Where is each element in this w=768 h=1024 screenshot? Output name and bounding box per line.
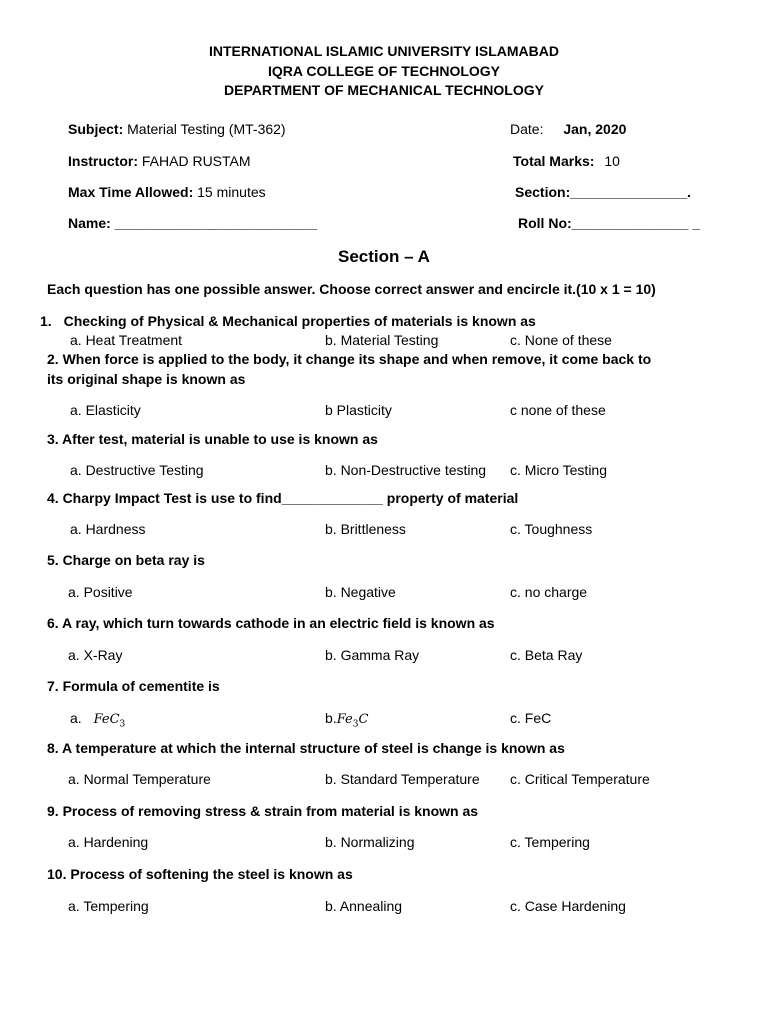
- formula-base: Fe: [336, 712, 353, 727]
- formula-fe3c: [336, 712, 369, 730]
- section-title: Section – A: [338, 247, 430, 266]
- q8-option-c[interactable]: c. Critical Temperature: [510, 771, 650, 787]
- q8-option-b[interactable]: b. Standard Temperature: [325, 771, 480, 787]
- max-time-label: Max Time Allowed:: [68, 184, 194, 200]
- question-8: 8. A temperature at which the internal structure of steel is change is known as: [47, 740, 565, 756]
- subject-label: Subject:: [68, 121, 124, 137]
- question-5: 5. Charge on beta ray is: [47, 552, 205, 568]
- date-row: [510, 121, 626, 137]
- question-6: 6. A ray, which turn towards cathode in an electric field is known as: [47, 615, 495, 631]
- question-1: [40, 313, 536, 329]
- option-letter: a.: [70, 710, 82, 726]
- question-9: 9. Process of removing stress & strain from material is known as: [47, 803, 479, 819]
- q3-option-c[interactable]: c. Micro Testing: [510, 462, 607, 478]
- option-letter: b.: [325, 710, 337, 726]
- q10-option-c[interactable]: c. Case Hardening: [510, 898, 626, 914]
- q9-option-c[interactable]: c. Tempering: [510, 834, 590, 850]
- q3-option-a[interactable]: a. Destructive Testing: [70, 462, 204, 478]
- question-2-line-2: its original shape is known as: [47, 371, 246, 387]
- name-field[interactable]: Name: __________________________: [68, 215, 318, 231]
- q9-option-b[interactable]: b. Normalizing: [325, 834, 415, 850]
- q6-option-b[interactable]: b. Gamma Ray: [325, 647, 420, 663]
- q7-option-b[interactable]: [325, 710, 368, 730]
- q4-option-a[interactable]: a. Hardness: [70, 521, 146, 537]
- question-10: 10. Process of softening the steel is known as: [47, 866, 353, 882]
- formula-subscript: 3: [352, 719, 359, 730]
- formula-base: FeC: [93, 712, 120, 727]
- question-2-line-1: 2. When force is applied to the body, it change its shape and when remove, it come back to: [47, 351, 652, 367]
- question-text: Checking of Physical & Mechanical properties of materials is known as: [63, 313, 536, 329]
- college-name: IQRA COLLEGE OF TECHNOLOGY: [267, 63, 501, 79]
- instructor-row: [68, 153, 251, 169]
- q8-option-a[interactable]: a. Normal Temperature: [68, 771, 211, 787]
- q4-option-b[interactable]: b. Brittleness: [325, 521, 406, 537]
- total-marks-row: [513, 153, 620, 169]
- subject-value: Material Testing (MT-362): [127, 121, 286, 137]
- q5-option-b[interactable]: b. Negative: [325, 584, 396, 600]
- roll-no-field[interactable]: Roll No:_______________ _: [518, 215, 701, 231]
- max-time-row: [68, 184, 266, 200]
- q10-option-b[interactable]: b. Annealing: [325, 898, 403, 914]
- date-value: Jan, 2020: [563, 121, 627, 137]
- q2-option-c[interactable]: c none of these: [510, 402, 606, 418]
- q5-option-c[interactable]: c. no charge: [510, 584, 588, 600]
- total-marks-label: Total Marks:: [513, 153, 595, 169]
- q7-option-c[interactable]: c. FeC: [510, 710, 552, 726]
- formula-subscript: 3: [119, 719, 126, 730]
- q6-option-a[interactable]: a. X-Ray: [68, 647, 123, 663]
- question-number: 1.: [40, 313, 52, 329]
- question-4: 4. Charpy Impact Test is use to find_____________ property of material: [47, 490, 519, 506]
- question-3: 3. After test, material is unable to use is known as: [47, 431, 378, 447]
- formula-base-2: C: [358, 712, 369, 727]
- q1-option-b[interactable]: b. Material Testing: [325, 332, 439, 348]
- total-marks-value: 10: [604, 153, 620, 169]
- q7-option-a[interactable]: [70, 710, 125, 730]
- q10-option-a[interactable]: a. Tempering: [68, 898, 149, 914]
- q1-option-c[interactable]: c. None of these: [510, 332, 612, 348]
- instruction-text: Each question has one possible answer. Choose correct answer and encircle it.(10 x 1 = 10): [47, 281, 656, 297]
- q9-option-a[interactable]: a. Hardening: [68, 834, 149, 850]
- q5-option-a[interactable]: a. Positive: [68, 584, 133, 600]
- instructor-value: FAHAD RUSTAM: [141, 153, 251, 169]
- department-name: DEPARTMENT OF MECHANICAL TECHNOLOGY: [224, 82, 544, 98]
- q6-option-c[interactable]: c. Beta Ray: [510, 647, 583, 663]
- q1-option-a[interactable]: a. Heat Treatment: [70, 332, 183, 348]
- section-field[interactable]: Section:_______________.: [515, 184, 691, 200]
- university-name: INTERNATIONAL ISLAMIC UNIVERSITY ISLAMABAD: [208, 43, 559, 59]
- subject-row: [68, 121, 286, 137]
- max-time-value: 15 minutes: [197, 184, 266, 200]
- question-7: 7. Formula of cementite is: [47, 678, 220, 694]
- q2-option-b[interactable]: b Plasticity: [325, 402, 392, 418]
- instructor-label: Instructor:: [68, 153, 138, 169]
- date-label: Date:: [510, 121, 544, 137]
- formula-fec3: [93, 712, 126, 730]
- q2-option-a[interactable]: a. Elasticity: [70, 402, 141, 418]
- q4-option-c[interactable]: c. Toughness: [510, 521, 593, 537]
- q3-option-b[interactable]: b. Non-Destructive testing: [325, 462, 487, 478]
